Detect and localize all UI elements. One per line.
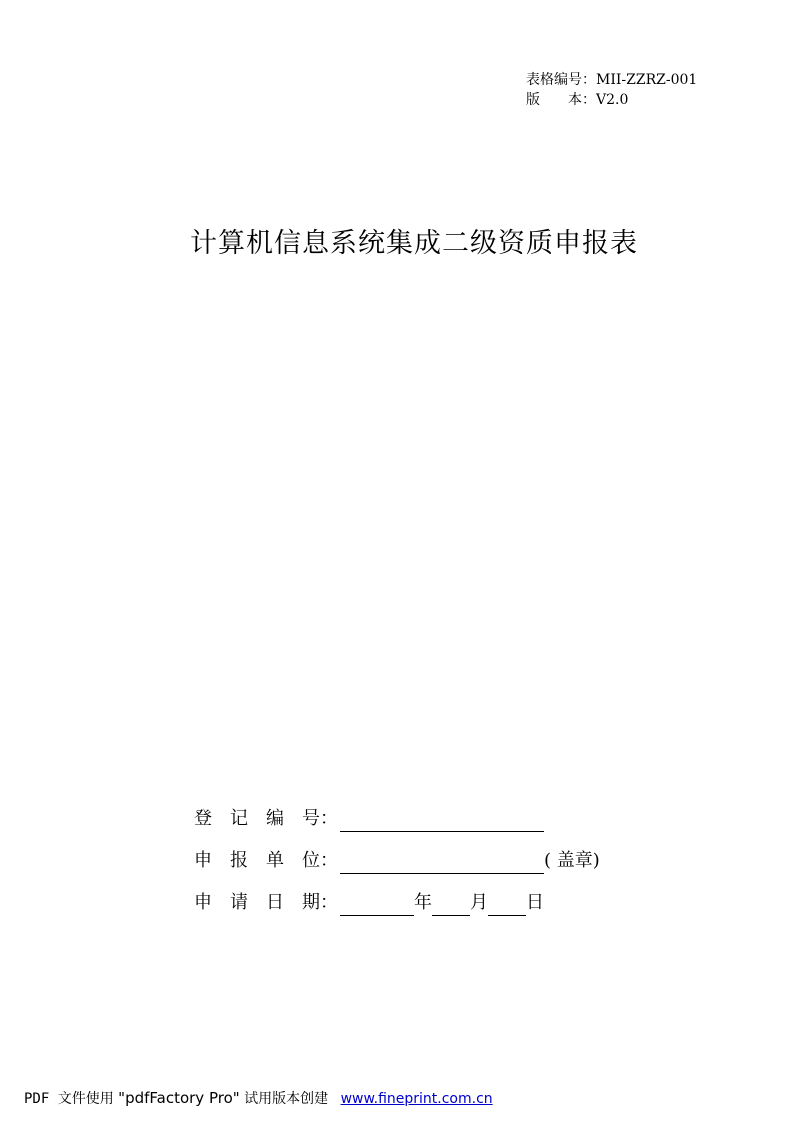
year-label: 年 (414, 892, 432, 913)
month-label: 月 (470, 892, 488, 913)
footer-prefix: PDF 文件使用 (24, 1091, 114, 1107)
applicant-unit-blank[interactable] (340, 853, 544, 874)
registration-number-label: 登 记 编 号： (194, 808, 338, 829)
day-label: 日 (526, 892, 544, 913)
applicant-unit-label: 申 报 单 位： (194, 850, 338, 871)
applicant-unit-field (194, 848, 600, 874)
application-date-label: 申 请 日 期： (194, 892, 338, 913)
version: 版 本：V2.0 (526, 92, 629, 108)
form-number: 表格编号：MII-ZZRZ-001 (526, 72, 698, 88)
seal-note: ( 盖章) (544, 850, 600, 871)
document-title: 计算机信息系统集成二级资质申报表 (190, 228, 638, 259)
month-blank[interactable] (432, 895, 470, 916)
application-date-field (194, 890, 544, 916)
year-blank[interactable] (340, 895, 414, 916)
footer-link[interactable]: www.fineprint.com.cn (340, 1091, 493, 1107)
footer-suffix: 试用版本创建 (244, 1091, 329, 1107)
footer-product: "pdfFactory Pro" (118, 1089, 240, 1107)
day-blank[interactable] (488, 895, 526, 916)
pdf-watermark-footer (24, 1088, 493, 1109)
registration-number-blank[interactable] (340, 811, 544, 832)
registration-number-field (194, 806, 544, 832)
